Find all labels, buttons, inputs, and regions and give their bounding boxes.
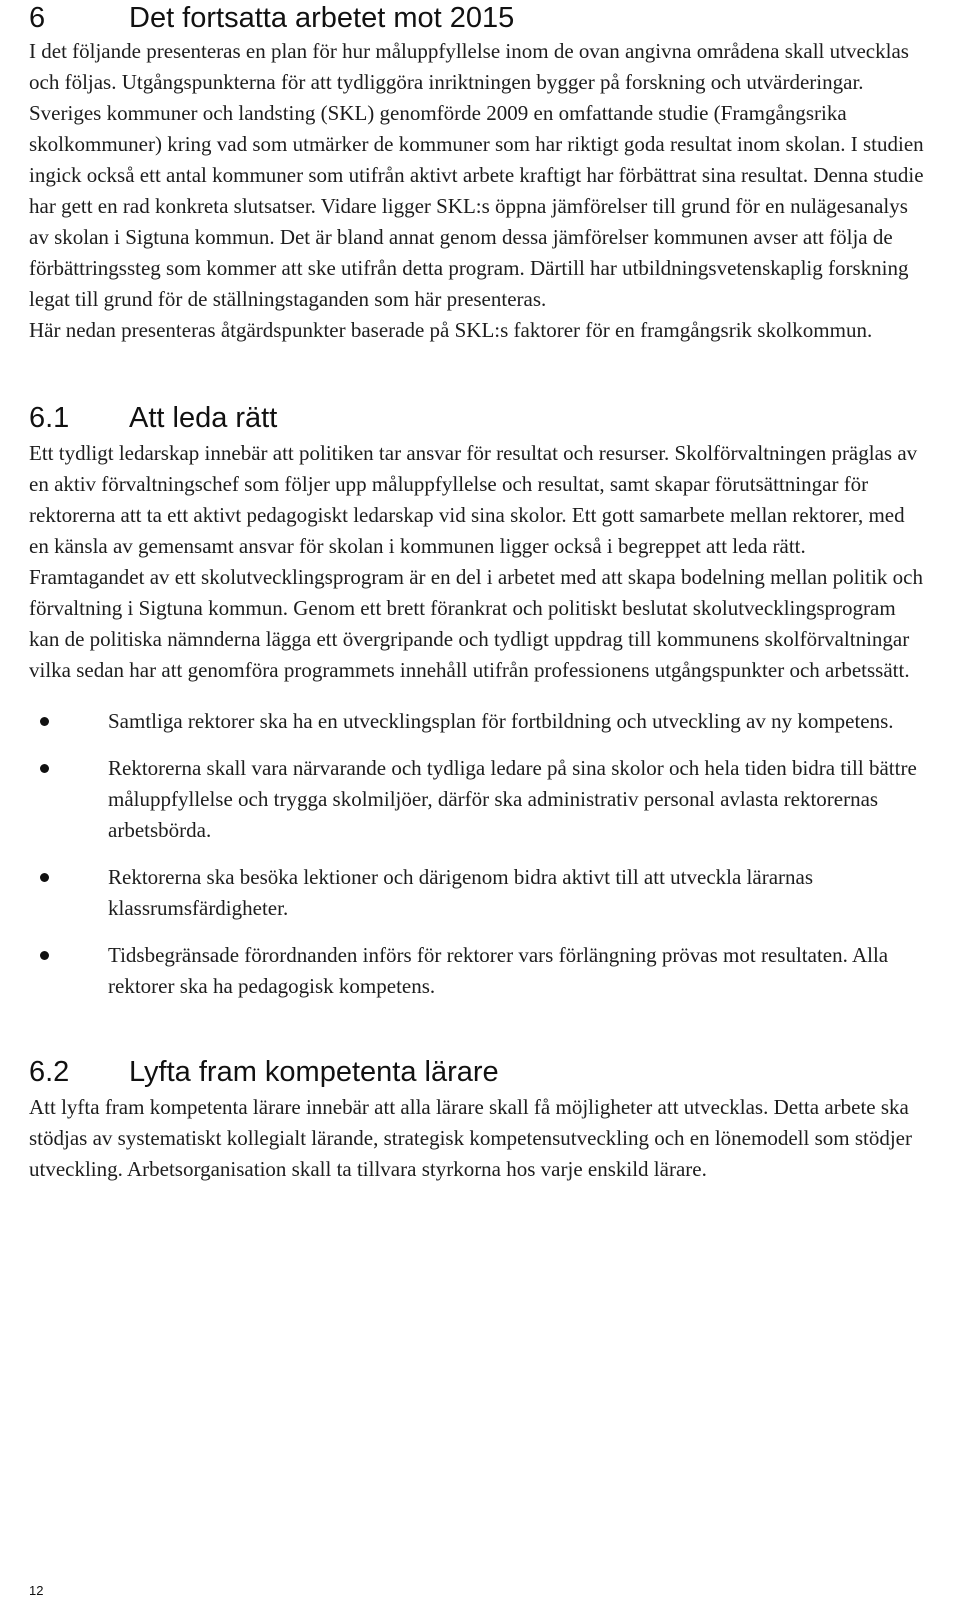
list-item xyxy=(29,706,924,737)
page-content xyxy=(29,0,924,1185)
paragraph: Framtagandet av ett skolutvecklingsprogram är en del i arbetet med att skapa bodelning mellan politik och förvaltning i Sigtuna kommun. Genom ett brett förankrat och politiskt beslutat skolutvecklingsprogram kan de politiska nämnderna lägga ett övergripande och tydligt uppdrag till kommunens skolförvaltningar vilka sedan har att genomföra programmets innehåll utifrån professionens utgångspunkter och arbetssätt. xyxy=(29,565,923,682)
section-title: Det fortsatta arbetet mot 2015 xyxy=(129,2,515,34)
list-item xyxy=(29,862,924,924)
section-heading-6 xyxy=(29,0,924,36)
section-heading-6-2 xyxy=(29,1054,924,1092)
section-number: 6.1 xyxy=(29,402,70,434)
section-number: 6 xyxy=(29,2,46,34)
paragraph: Här nedan presenteras åtgärdspunkter baserade på SKL:s faktorer för en framgångsrik skolkommun. xyxy=(29,318,873,342)
paragraph: Att lyfta fram kompetenta lärare innebär att alla lärare skall få möjligheter att utvecklas. Detta arbete ska stödjas av systematiskt kollegialt lärande, strategisk kompetensutveckling och en lönemodell som stödjer utveckling. Arbetsorganisation skall ta tillvara styrkorna hos varje enskild lärare. xyxy=(29,1095,912,1181)
bullet-icon xyxy=(40,951,49,960)
bullet-icon xyxy=(40,764,49,773)
list-item-text: Rektorerna ska besöka lektioner och därigenom bidra aktivt till att utveckla lärarnas klassrumsfärdigheter. xyxy=(108,865,813,920)
list-item-text: Samtliga rektorer ska ha en utvecklingsplan för fortbildning och utveckling av ny kompetens. xyxy=(108,709,894,733)
section-title: Att leda rätt xyxy=(129,402,278,434)
list-item xyxy=(29,753,924,846)
paragraph: Ett tydligt ledarskap innebär att politiken tar ansvar för resultat och resurser. Skolförvaltningen präglas av en aktiv förvaltningschef som följer upp måluppfyllelse och resultat, samt skapar förutsättningar för rektorerna att ta ett aktivt pedagogiskt ledarskap vid sina skolor. Ett gott samarbete mellan rektorer, med en känsla av gemensamt ansvar för skolan i kommunen ligger också i begreppet att leda rätt. xyxy=(29,441,918,558)
paragraph: I det följande presenteras en plan för hur måluppfyllelse inom de ovan angivna områdena skall utvecklas och följas. Utgångspunkterna för att tydliggöra inriktningen bygger på forskning och utvärderingar. Sveriges kommuner och landsting (SKL) genomförde 2009 en omfattande studie (Framgångsrika skolkommuner) kring vad som utmärker de kommuner som har riktigt goda resultat inom skolan. I studien ingick också ett antal kommuner som utifrån aktivt arbete kraftigt har förbättrat sina resultat. Denna studie har gett en rad konkreta slutsatser. Vidare ligger SKL:s öppna jämförelser till grund för en nulägesanalys av skolan i Sigtuna kommun. Det är bland annat genom dessa jämförelser kommunen avser att följa de förbättringssteg som kommer att ske utifrån detta program. Därtill har utbildningsvetenskaplig forskning legat till grund för de ställningstaganden som här presenteras. xyxy=(29,39,924,311)
list-item-text: Tidsbegränsade förordnanden införs för rektorer vars förlängning prövas mot resultaten. Alla rektorer ska ha pedagogisk kompetens. xyxy=(108,943,889,998)
bullet-icon xyxy=(40,717,49,726)
list-item xyxy=(29,940,924,1002)
bullet-list xyxy=(29,706,924,1002)
section-number: 6.2 xyxy=(29,1056,70,1088)
page-number: 12 xyxy=(29,1583,44,1598)
bullet-icon xyxy=(40,873,49,882)
list-item-text: Rektorerna skall vara närvarande och tydliga ledare på sina skolor och hela tiden bidra till bättre måluppfyllelse och trygga skolmiljöer, därför ska administrativ personal avlasta rektorernas arbetsbörda. xyxy=(108,756,917,842)
section-heading-6-1 xyxy=(29,400,924,438)
section-title: Lyfta fram kompetenta lärare xyxy=(129,1056,499,1088)
